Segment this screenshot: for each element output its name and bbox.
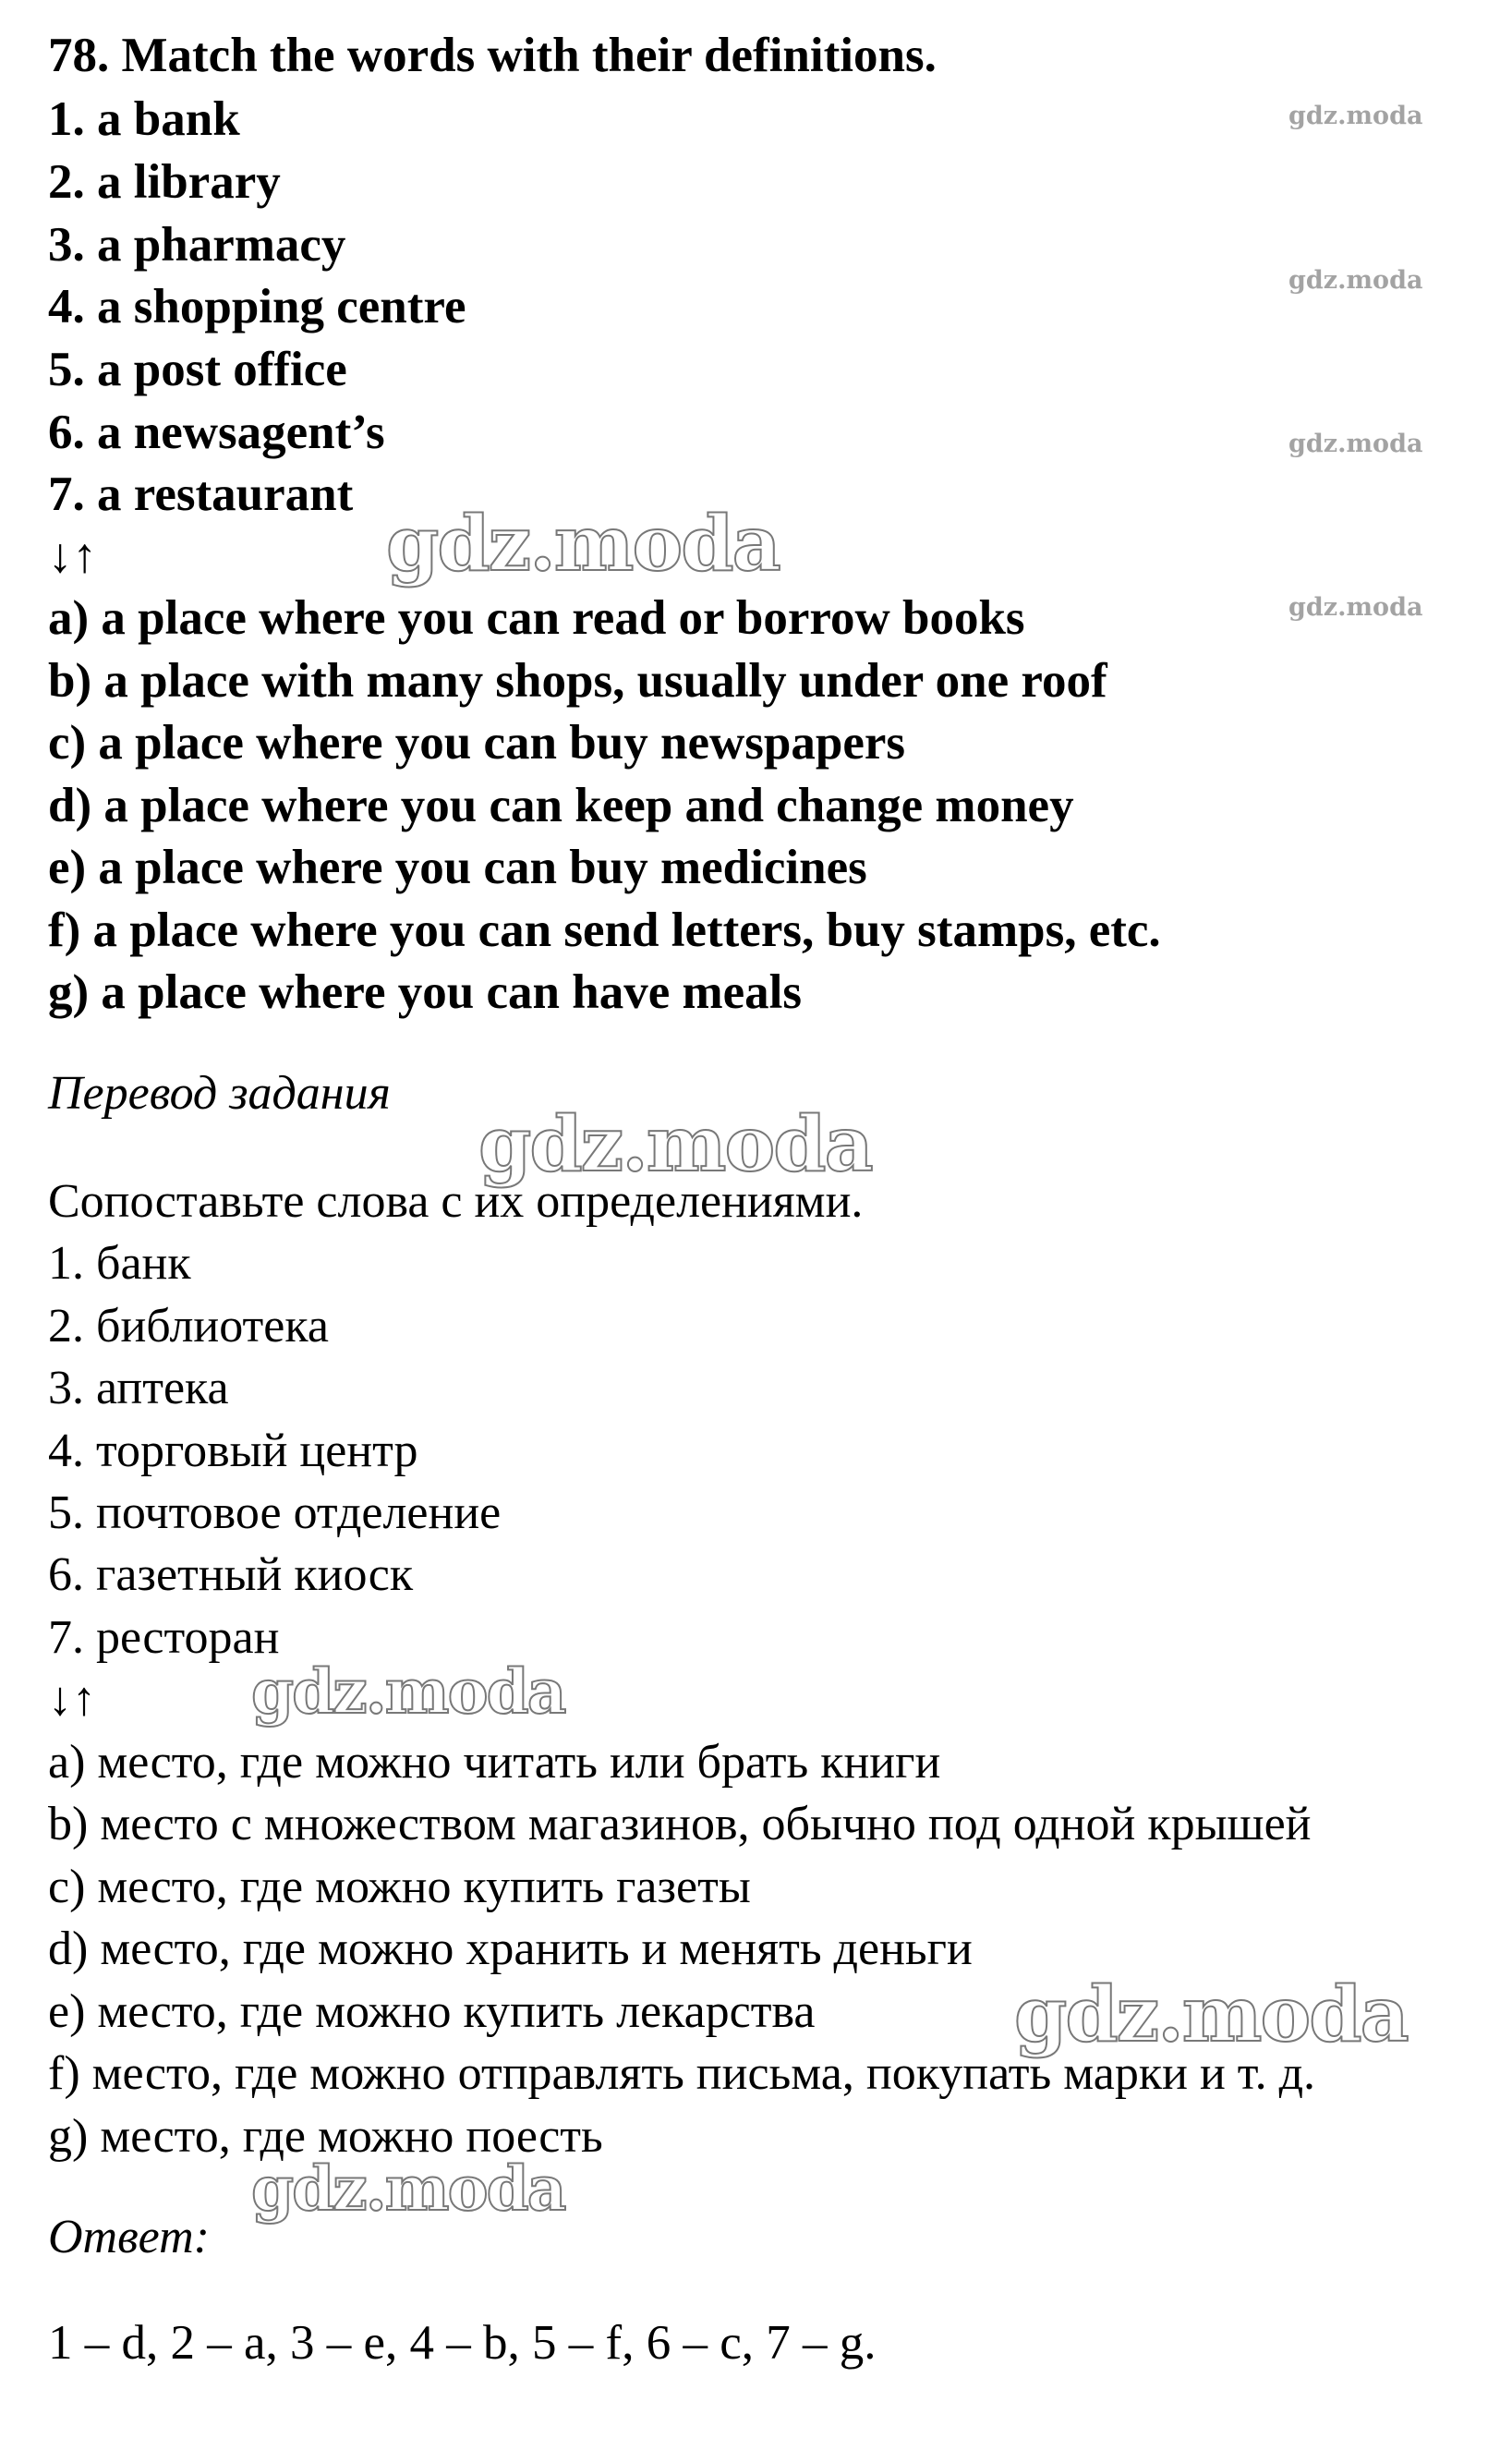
answer-text: 1 – d, 2 – a, 3 – e, 4 – b, 5 – f, 6 – c, 7 – g.	[48, 2316, 877, 2370]
word-item: 5. a post office	[48, 343, 347, 396]
watermark: gdz.moda	[1288, 593, 1423, 622]
definition-item: a) a place where you can read or borrow books	[48, 591, 1025, 645]
watermark: gdz.moda	[1288, 430, 1423, 458]
translated-word-item: 5. почтовое отделение	[48, 1486, 502, 1539]
watermark: gdz.moda	[386, 500, 780, 588]
definition-item: c) a place where you can buy newspapers	[48, 716, 905, 770]
translated-definition-item: a) место, где можно читать или брать книги	[48, 1736, 941, 1789]
word-item: 2. a library	[48, 155, 281, 209]
translated-definition-item: g) место, где можно поесть	[48, 2110, 603, 2163]
word-item: 6. a newsagent’s	[48, 406, 385, 459]
definition-item: e) a place where you can buy medicines	[48, 841, 867, 894]
definition-item: d) a place where you can keep and change money	[48, 779, 1074, 832]
answer-label: Ответ:	[48, 2211, 210, 2263]
translated-definition-item: e) место, где можно купить лекарства	[48, 1985, 816, 2038]
translated-word-item: 3. аптека	[48, 1362, 229, 1414]
watermark: gdz.moda	[1014, 1971, 1408, 2059]
word-item: 7. a restaurant	[48, 467, 354, 521]
watermark: gdz.moda	[478, 1100, 872, 1189]
translated-word-item: 2. библиотека	[48, 1300, 329, 1352]
translated-definition-item: c) место, где можно купить газеты	[48, 1861, 751, 1913]
translated-definition-item: f) место, где можно отправлять письма, покупать марки и т. д.	[48, 2047, 1316, 2100]
word-item: 4. a shopping centre	[48, 280, 466, 334]
translated-word-item: 7. ресторан	[48, 1611, 280, 1664]
word-item: 1. a bank	[48, 92, 240, 146]
definition-item: f) a place where you can send letters, buy stamps, etc.	[48, 904, 1161, 957]
translated-word-item: 4. торговый центр	[48, 1425, 418, 1477]
word-item: 3. a pharmacy	[48, 218, 346, 272]
watermark: gdz.moda	[1288, 266, 1423, 295]
translated-definition-item: d) место, где можно хранить и менять деньги	[48, 1923, 973, 1975]
watermark: gdz.moda	[251, 2153, 565, 2225]
translated-definition-item: b) место с множеством магазинов, обычно под одной крышей	[48, 1798, 1312, 1850]
watermark: gdz.moda	[1288, 102, 1423, 130]
definition-item: b) a place with many shops, usually under one roof	[48, 654, 1107, 708]
exercise-heading: 78. Match the words with their definitions.	[48, 29, 937, 82]
watermark: gdz.moda	[251, 1656, 565, 1728]
translated-word-item: 1. банк	[48, 1237, 191, 1290]
match-arrows-icon: ↓↑	[48, 1673, 96, 1726]
translation-instruction: Сопоставьте слова с их определениями.	[48, 1175, 864, 1228]
translation-label: Перевод задания	[48, 1067, 391, 1120]
definition-item: g) a place where you can have meals	[48, 965, 803, 1019]
translated-word-item: 6. газетный киоск	[48, 1548, 414, 1601]
match-arrows-icon: ↓↑	[48, 529, 97, 583]
